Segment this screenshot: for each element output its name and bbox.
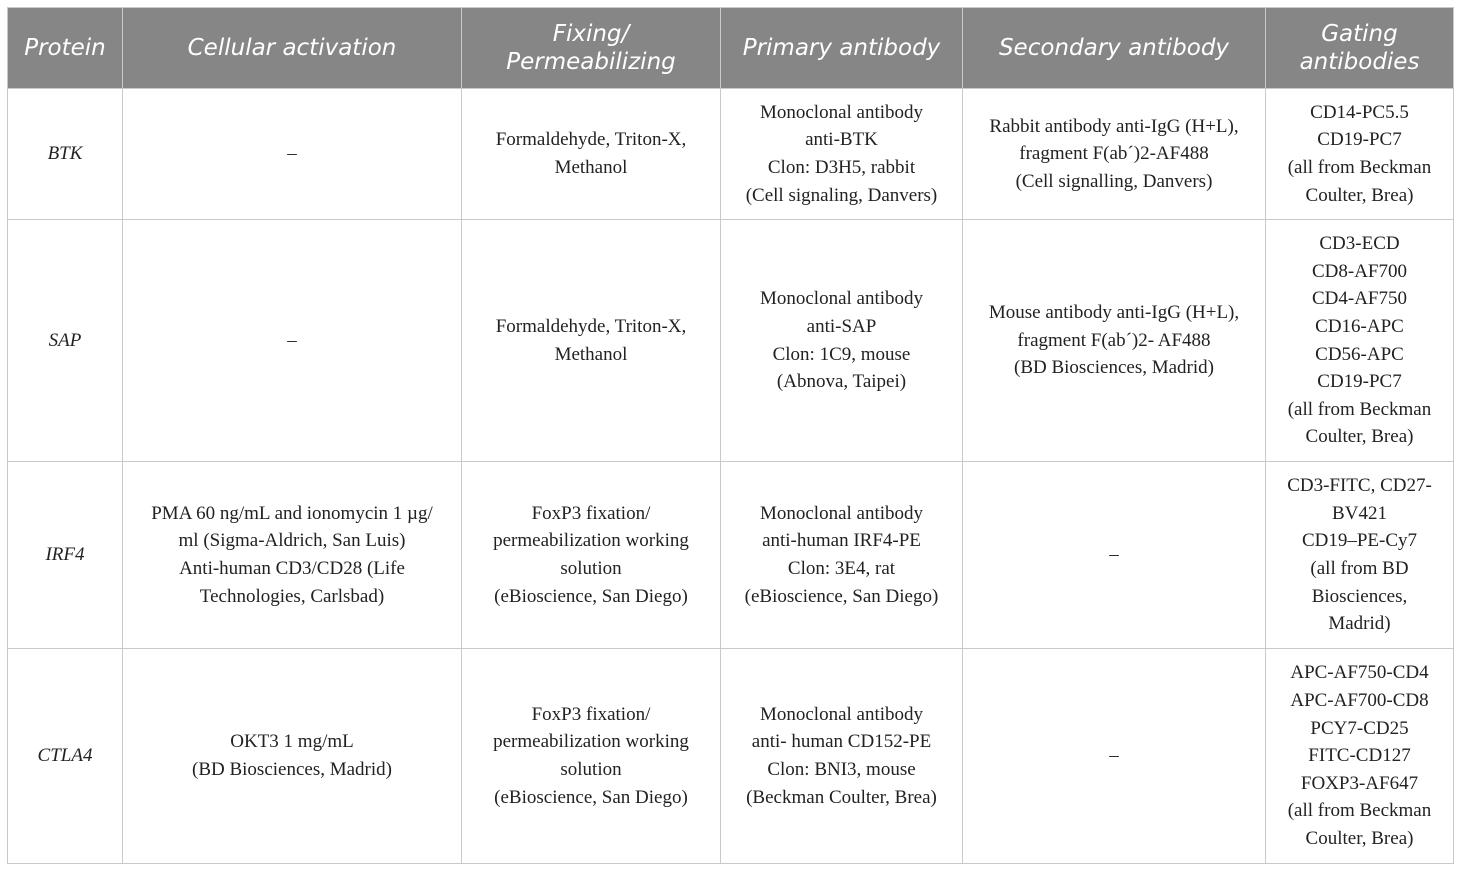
gating-antibodies-cell [1266,649,1454,864]
header-secondary-antibody [963,8,1266,89]
protein-name: CTLA4 [37,745,93,767]
cell-text-line: (all from Beckman [1287,398,1432,420]
table-header [8,8,1454,89]
header-fixing-label-line: Permeabilizing [506,49,676,75]
cell-text-line: Clon: D3H5, rabbit [767,157,916,178]
table-row [8,462,1454,649]
cell-text-line: Coulter, Brea) [1305,827,1414,849]
cell-text-line: (Cell signaling, Danvers) [745,184,938,206]
cell-text-line: (eBioscience, San Diego) [494,585,688,607]
cell-text-line: permeabilization working [493,530,689,552]
cellular-activation-cell [123,220,462,462]
cell-text-line: anti- human CD152-PE [751,731,932,753]
cell-text-line: ml (Sigma-Aldrich, San Luis) [178,530,406,552]
secondary-antibody-cell [963,89,1266,220]
header-gating-label-line: antibodies [1299,49,1420,75]
cell-text-line: – [287,143,297,165]
cell-text-line: PMA 60 ng/mL and ionomycin 1 µg/ [151,502,433,524]
cell-text-line: Methanol [554,157,628,178]
cell-text-line: Clon: BNI3, mouse [767,759,916,780]
primary-antibody-cell [721,649,963,864]
table-body [8,89,1454,864]
cell-text-line: CD4-AF750 [1311,288,1407,310]
header-fixing-permeabilizing [462,8,721,89]
fixing-permeabilizing-cell [462,649,721,864]
cell-text-line: Formaldehyde, Triton-X, [495,315,687,337]
protein-name: BTK [47,143,83,165]
cell-text-line: FOXP3-AF647 [1300,772,1419,794]
cell-text-line: – [1109,745,1119,767]
header-activation-label: Cellular activation [187,35,397,61]
cell-text-line: CD14-PC5.5 [1310,101,1409,123]
cell-text-line: Monoclonal antibody [759,502,924,524]
table-row [8,89,1454,220]
protocol-table [7,7,1454,864]
secondary-antibody-cell [963,220,1266,462]
protein-cell [8,89,123,220]
cell-text-line: (BD Biosciences, Madrid) [192,759,392,780]
cell-text-line: (eBioscience, San Diego) [494,786,688,808]
header-protein [8,8,123,89]
protein-cell [8,649,123,864]
cell-text-line: (all from BD [1310,558,1409,579]
header-row [8,8,1454,89]
fixing-permeabilizing-cell [462,89,721,220]
cell-text-line: – [1109,544,1119,566]
cell-text-line: Mouse antibody anti-IgG (H+L), [988,302,1240,324]
cell-text-line: FoxP3 fixation/ [531,703,651,725]
cell-text-line: FoxP3 fixation/ [531,502,651,524]
cell-text-line: CD16-APC [1315,315,1404,337]
secondary-antibody-cell [963,649,1266,864]
cell-text-line: (all from Beckman [1287,157,1432,178]
cell-text-line: Formaldehyde, Triton-X, [495,129,687,151]
cell-text-line: FITC-CD127 [1308,745,1411,767]
cell-text-line: anti-BTK [805,129,878,151]
header-primary-antibody [721,8,963,89]
cell-text-line: APC-AF700-CD8 [1290,690,1429,712]
cell-text-line: Methanol [554,343,628,365]
cell-text-line: Monoclonal antibody [759,703,924,725]
gating-antibodies-cell [1266,89,1454,220]
header-gating-label-line: Gating [1321,21,1398,47]
header-secondary-label: Secondary antibody [998,35,1230,61]
cellular-activation-cell [123,462,462,649]
cell-text-line: fragment F(ab´)2-AF488 [1019,143,1209,165]
header-gating-antibodies [1266,8,1454,89]
cell-text-line: (all from Beckman [1287,800,1432,822]
cell-text-line: CD3-ECD [1319,233,1400,255]
cell-text-line: CD3-FITC, CD27- [1287,475,1432,497]
cell-text-line: fragment F(ab´)2- AF488 [1017,329,1211,351]
cell-text-line: OKT3 1 mg/mL [230,731,354,753]
cell-text-line: Clon: 3E4, rat [787,558,896,579]
table-row [8,649,1454,864]
cellular-activation-cell [123,649,462,864]
header-protein-label: Protein [24,35,106,61]
cellular-activation-cell [123,89,462,220]
cell-text-line: APC-AF750-CD4 [1290,662,1429,684]
primary-antibody-cell [721,89,963,220]
cell-text-line: – [287,329,297,351]
fixing-permeabilizing-cell [462,220,721,462]
cell-text-line: Madrid) [1328,613,1391,635]
primary-antibody-cell [721,220,963,462]
cell-text-line: Coulter, Brea) [1305,184,1414,206]
fixing-permeabilizing-cell [462,462,721,649]
header-primary-label: Primary antibody [742,35,941,61]
cell-text-line: Monoclonal antibody [759,101,924,123]
cell-text-line: (eBioscience, San Diego) [744,585,939,607]
cell-text-line: anti-SAP [806,315,877,337]
protein-cell [8,220,123,462]
cell-text-line: CD8-AF700 [1311,260,1407,282]
cell-text-line: Anti-human CD3/CD28 (Life [179,558,405,579]
cell-text-line: CD19–PE-Cy7 [1301,530,1418,552]
cell-text-line: (BD Biosciences, Madrid) [1014,357,1214,379]
cell-text-line: Biosciences, [1311,585,1408,607]
gating-antibodies-cell [1266,220,1454,462]
cell-text-line: (Abnova, Taipei) [776,371,907,393]
cell-text-line: Clon: 1C9, mouse [772,343,911,365]
gating-antibodies-cell [1266,462,1454,649]
cell-text-line: solution [560,759,622,780]
secondary-antibody-cell [963,462,1266,649]
cell-text-line: (Cell signalling, Danvers) [1015,170,1213,192]
cell-text-line: Coulter, Brea) [1305,426,1414,448]
table-row [8,220,1454,462]
cell-text-line: CD19-PC7 [1317,129,1402,151]
cell-text-line: Monoclonal antibody [759,288,924,310]
header-cellular-activation [123,8,462,89]
protein-cell [8,462,123,649]
cell-text-line: PCY7-CD25 [1310,717,1409,739]
cell-text-line: Rabbit antibody anti-IgG (H+L), [989,115,1239,137]
cell-text-line: CD56-APC [1315,343,1404,365]
cell-text-line: CD19-PC7 [1317,371,1402,393]
cell-text-line: BV421 [1332,502,1387,524]
cell-text-line: (Beckman Coulter, Brea) [746,786,937,808]
cell-text-line: anti-human IRF4-PE [762,530,921,552]
protein-name: IRF4 [45,544,85,566]
protein-name: SAP [48,329,82,351]
header-fixing-label-line: Fixing/ [552,21,630,47]
cell-text-line: Technologies, Carlsbad) [199,585,385,607]
cell-text-line: permeabilization working [493,731,689,753]
cell-text-line: solution [560,558,622,579]
primary-antibody-cell [721,462,963,649]
